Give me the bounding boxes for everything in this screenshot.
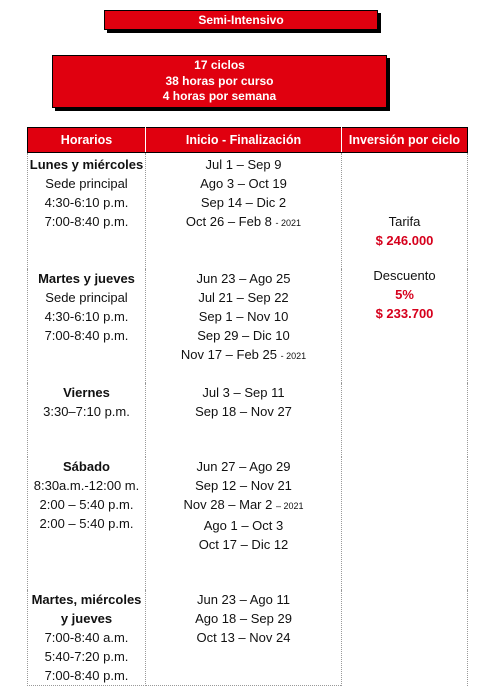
date-range: Ago 3 – Oct 19 (200, 176, 287, 191)
date-range: Jun 23 – Ago 11 (196, 592, 290, 607)
info-hours-per-week: 4 horas por semana (162, 89, 277, 103)
descuento-percent: 5% (395, 287, 414, 302)
day-label: Lunes y miércoles (29, 157, 144, 172)
location-text: Sede principal (45, 290, 128, 305)
date-range-text: Nov 28 – Mar 2 (183, 497, 273, 512)
schedule-table (27, 127, 468, 686)
info-cycles: 17 ciclos (194, 58, 245, 72)
course-info-banner (52, 55, 387, 108)
header-horarios: Horarios (28, 128, 146, 153)
schedule-cell (28, 383, 146, 457)
day-label: Martes, miércoles y jueves (31, 592, 142, 626)
time-text: 3:30–7:10 p.m. (43, 404, 130, 419)
descuento-value: $ 233.700 (375, 306, 434, 321)
header-inversion: Inversión por ciclo (342, 128, 468, 153)
descuento-label: Descuento (373, 268, 436, 283)
date-range (146, 345, 341, 366)
year-note: - 2021 (275, 218, 302, 228)
schedule-cell (28, 269, 146, 383)
date-range-text: Nov 17 – Feb 25 (180, 347, 277, 362)
banner-title: Semi-Intensivo (198, 13, 284, 27)
dates-cell (146, 457, 342, 590)
day-label: Viernes (63, 385, 110, 400)
date-range: Oct 17 – Dic 12 (198, 537, 289, 552)
tarifa-label: Tarifa (388, 214, 421, 229)
date-range: Oct 13 – Nov 24 (196, 630, 291, 645)
schedule-cell (28, 457, 146, 590)
dates-cell (146, 153, 342, 270)
info-hours-per-course: 38 horas por curso (165, 73, 274, 88)
time-text: 2:00 – 5:40 p.m. (39, 516, 134, 531)
header-row (28, 128, 468, 153)
time-text: 7:00-8:40 p.m. (44, 328, 129, 343)
time-text: 8:30a.m.-12:00 m. (33, 478, 140, 493)
time-text: 4:30-6:10 p.m. (44, 195, 129, 210)
schedule-cell (28, 153, 146, 270)
semi-intensivo-banner (104, 10, 378, 30)
header-inicio-finalizacion: Inicio - Finalización (146, 128, 342, 153)
day-label: Martes y jueves (38, 271, 135, 286)
time-text: 7:00-8:40 p.m. (44, 668, 129, 683)
date-range: Jul 3 – Sep 11 (202, 385, 285, 400)
location-text: Sede principal (45, 176, 128, 191)
date-range: Ago 1 – Oct 3 (203, 518, 284, 533)
date-range: Jun 23 – Ago 25 (196, 271, 291, 286)
date-range: Sep 12 – Nov 21 (195, 478, 292, 493)
date-range: Jul 21 – Sep 22 (198, 290, 289, 305)
date-range: Sep 14 – Dic 2 (200, 195, 287, 210)
time-text: 4:30-6:10 p.m. (44, 309, 129, 324)
date-range: Sep 18 – Nov 27 (195, 404, 292, 419)
dates-cell (146, 383, 342, 457)
date-range: Sep 29 – Dic 10 (197, 328, 290, 343)
time-text: 5:40-7:20 p.m. (44, 649, 129, 664)
date-range-text: Oct 26 – Feb 8 (185, 214, 272, 229)
date-range: Jul 1 – Sep 9 (205, 157, 282, 172)
tarifa-value: $ 246.000 (375, 233, 434, 248)
day-label: Sábado (63, 459, 110, 474)
date-range (146, 495, 341, 516)
pricing-cell (342, 153, 468, 686)
date-range: Ago 18 – Sep 29 (195, 611, 292, 626)
time-text: 7:00-8:40 p.m. (44, 214, 129, 229)
dates-cell (146, 590, 342, 686)
date-range (146, 212, 341, 233)
date-range: Sep 1 – Nov 10 (198, 309, 289, 324)
time-text: 2:00 – 5:40 p.m. (39, 497, 134, 512)
year-note: - 2021 (280, 351, 307, 361)
table-row (28, 153, 468, 270)
date-range: Jun 27 – Ago 29 (196, 459, 291, 474)
dates-cell (146, 269, 342, 383)
time-text: 7:00-8:40 a.m. (44, 630, 129, 645)
year-note: – 2021 (275, 501, 304, 511)
schedule-cell (28, 590, 146, 686)
